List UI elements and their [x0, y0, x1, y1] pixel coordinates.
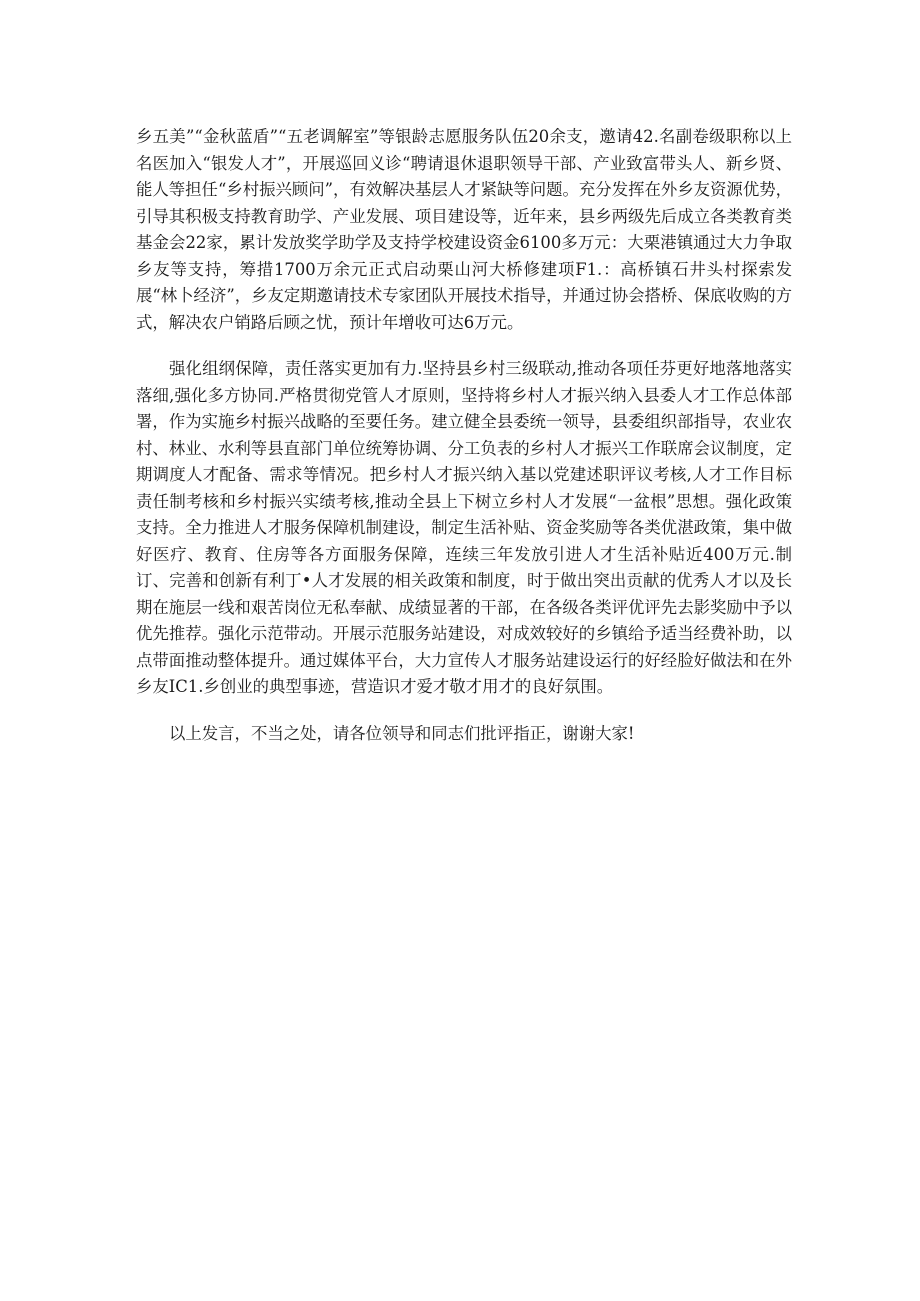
paragraph-organizational-guarantee: 强化组纲保障，责任落实更加有力.坚持县乡村三级联动,推动各项任芬更好地落地落实落细,强化多方协同.严格贯彻党管人才原则，坚持将乡村人才振兴纳入县委人才工作总体部署，作为实施乡村振兴战略的至要任务。建立健全县委统一领导，县委组织部指导，农业农村、林业、水利等县直部门单位统筹协调、分工负表的乡村人才振兴工作联席会议制度，定期调度人才配备、需求等情况。把乡村人才振兴纳入基以党建述职评议考核,人才工作目标责任制考核和乡村振兴实绩考核,推动全县上下树立乡村人才发展“一盆根”思想。强化政策支持。全力推进人才服务保障机制建设，制定生活补贴、资金奖励等各类优湛政策，集中做好医疗、教育、住房等各方面服务保障，连续三年发放引进人才生活补贴近400万元.制订、完善和创新有利丁•人才发展的相关政策和制度，时于做出突出贡献的优秀人才以及长期在施层一线和艰苦岗位无私奉献、成绩显著的干部，在各级各类评优评先去影奖励中予以优先推荐。强化示范带动。开展示范服务站建设，对成效较好的乡镇给予适当经费补助，以点带面推动整体提升。通过媒体平台，大力宣传人才服务站建设运行的好经脸好做法和在外乡友IC1.乡创业的典型事迹，营造识才爱才敬才用才的良好氛围。: [136, 359, 792, 696]
document-body: [136, 124, 792, 747]
paragraph-closing-remarks: 以上发言，不当之处，请各位领导和同志们批评指正，谢谢大家!: [169, 723, 635, 743]
paragraph-talent-resources: 乡五美”“金秋蓝盾”“五老调解室”等银龄志愿服务队伍20余支，邀请42.名副卷级职称以上名医加入“银发人才”，开展巡回义诊“聘请退休退职领导干部、产业致富带头人、新乡贤、能人等担任“乡村振兴顾问”，有效解决基层人才紧缺等问题。充分发挥在外乡友资源优势，引导其积极支持教育助学、产业发展、项目建设等，近年来，县乡两级先后成立各类教育类基金会22家，累计发放奖学助学及支持学校建设资金6100多万元：大栗港镇通过大力争取乡友等支持，筹措1700万余元正式启动栗山河大桥修建项F1.：高桥镇石井头村探索发展“林卜经济”，乡友定期邀请技术专家团队开展技术指导，并通过协会搭桥、保底收购的方式，解决农户销路后顾之忧，预计年增收可达6万元。: [136, 127, 792, 332]
